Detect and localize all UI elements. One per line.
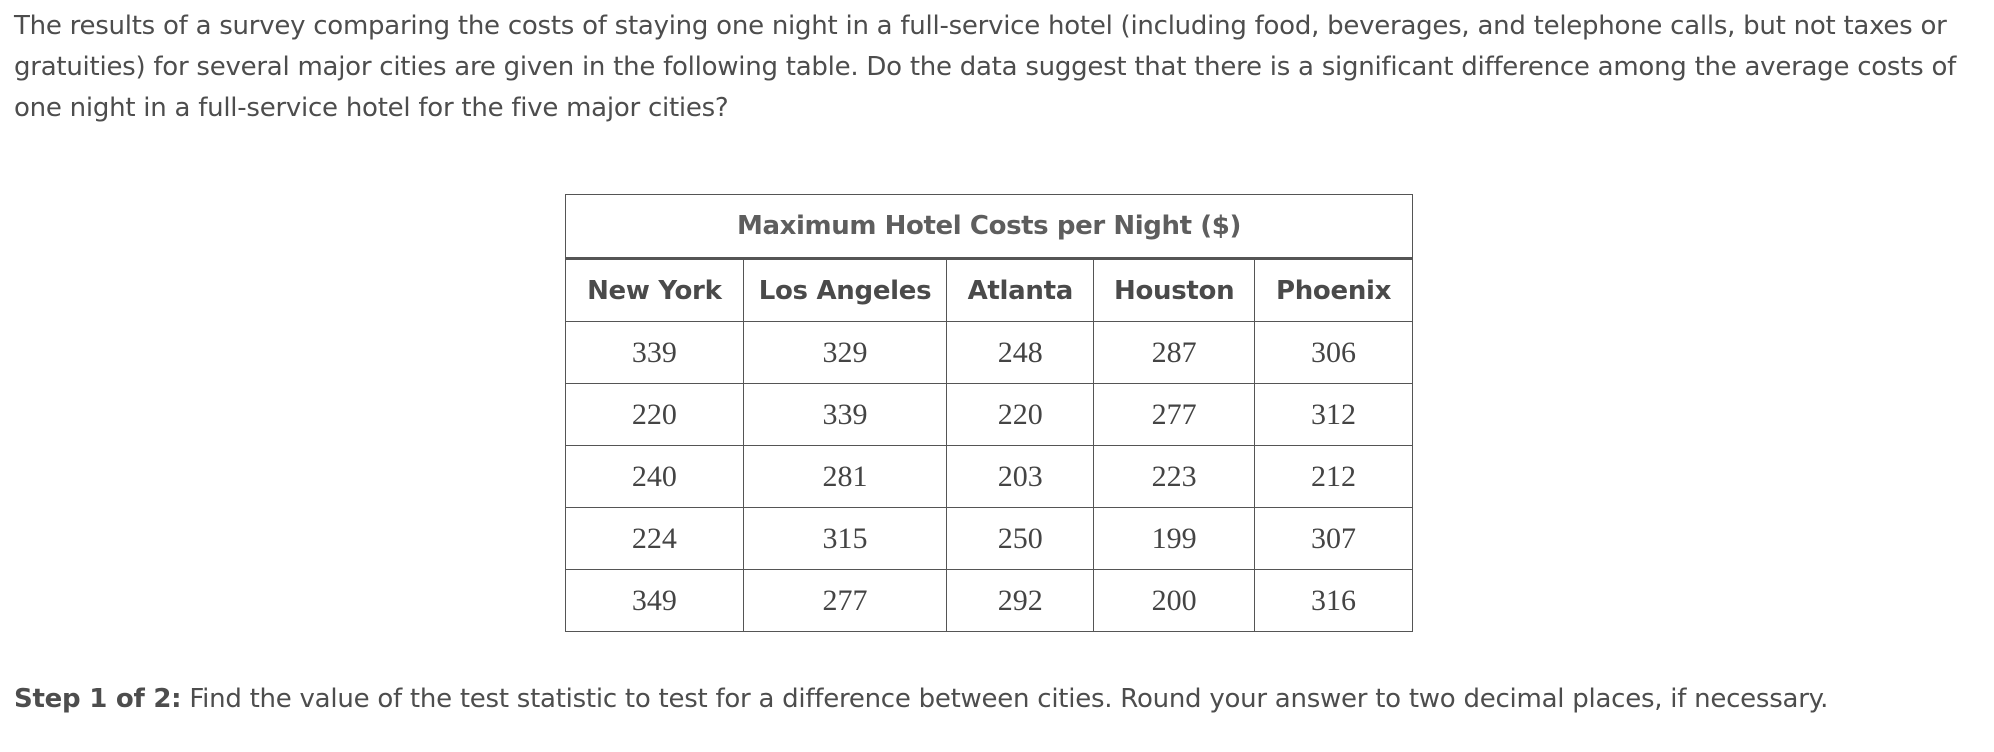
- table-cell: 339: [743, 384, 947, 446]
- table-cell: 224: [566, 508, 744, 570]
- table-header-row: [566, 259, 1413, 322]
- table-cell: 312: [1255, 384, 1413, 446]
- table-cell: 220: [947, 384, 1094, 446]
- table-cell: 220: [566, 384, 744, 446]
- table-cell: 212: [1255, 446, 1413, 508]
- table-cell: 316: [1255, 570, 1413, 632]
- step-instruction: [14, 681, 1828, 717]
- column-header-new-york: New York: [566, 259, 744, 322]
- column-header-los-angeles: Los Angeles: [743, 259, 947, 322]
- problem-statement: The results of a survey comparing the costs of staying one night in a full-service hotel (including food, beverages, and telephone calls, but not taxes or gratuities) for several major cities are given in the following table. Do the data suggest that there is a significant difference among the average costs of one night in a full-service hotel for the five major cities?: [14, 11, 1957, 123]
- table-cell: 277: [1094, 384, 1255, 446]
- step-text: Find the value of the test statistic to test for a difference between cities. Round your answer to two decimal places, if necessary.: [181, 684, 1829, 714]
- table-cell: 277: [743, 570, 947, 632]
- column-header-phoenix: Phoenix: [1255, 259, 1413, 322]
- column-header-atlanta: Atlanta: [947, 259, 1094, 322]
- table-cell: 203: [947, 446, 1094, 508]
- table-cell: 329: [743, 322, 947, 384]
- table-cell: 240: [566, 446, 744, 508]
- table-row: [566, 322, 1413, 384]
- table-cell: 306: [1255, 322, 1413, 384]
- table-caption: Maximum Hotel Costs per Night ($): [566, 195, 1413, 259]
- table-cell: 223: [1094, 446, 1255, 508]
- table-cell: 307: [1255, 508, 1413, 570]
- table-cell: 250: [947, 508, 1094, 570]
- table-row: [566, 508, 1413, 570]
- table-row: [566, 384, 1413, 446]
- table-cell: 200: [1094, 570, 1255, 632]
- step-label: Step 1 of 2:: [14, 684, 182, 714]
- column-header-houston: Houston: [1094, 259, 1255, 322]
- hotel-costs-table: [565, 194, 1413, 632]
- table-cell: 248: [947, 322, 1094, 384]
- table-cell: 349: [566, 570, 744, 632]
- table-cell: 315: [743, 508, 947, 570]
- table-cell: 287: [1094, 322, 1255, 384]
- table-cell: 339: [566, 322, 744, 384]
- table-cell: 292: [947, 570, 1094, 632]
- table-cell: 281: [743, 446, 947, 508]
- table-row: [566, 570, 1413, 632]
- table-row: [566, 446, 1413, 508]
- table-caption-row: [566, 195, 1413, 259]
- table-cell: 199: [1094, 508, 1255, 570]
